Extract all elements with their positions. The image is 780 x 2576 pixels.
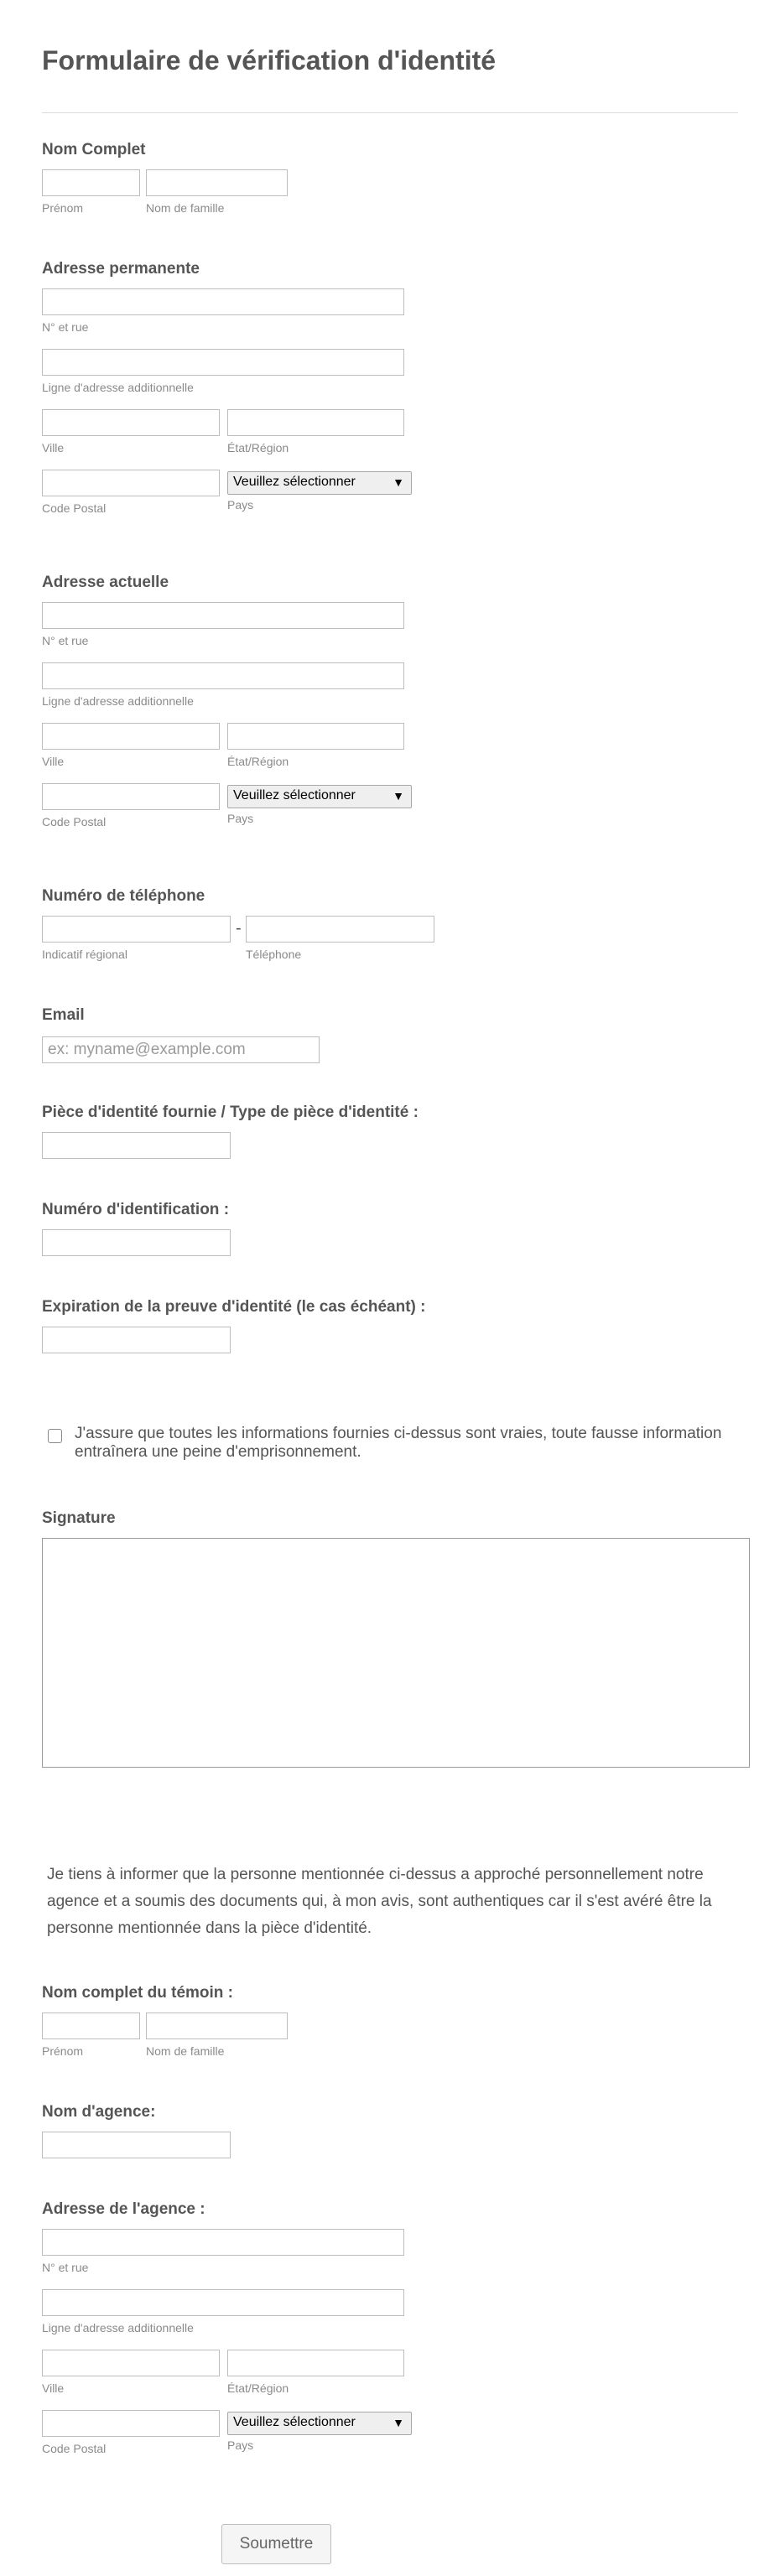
- statement-line3: personne mentionnée dans la pièce d'identité.: [47, 1919, 372, 1937]
- first-name-input[interactable]: [42, 169, 140, 196]
- current-line2-sublabel: Ligne d'adresse additionnelle: [42, 694, 194, 708]
- current-street-sublabel: N° et rue: [42, 634, 89, 647]
- current-city-sublabel: Ville: [42, 755, 65, 768]
- statement-line1: Je tiens à informer que la personne mentionnée ci-dessus a approché personnellement notre: [47, 1866, 704, 1883]
- certify-text-line1: J'assure que toutes les informations fournies ci-dessus sont vraies, toute fausse information: [75, 1425, 722, 1442]
- signature-pad[interactable]: [42, 1538, 750, 1768]
- agency-name-input[interactable]: [42, 2132, 231, 2158]
- phone-dash: -: [236, 919, 242, 937]
- signature-label: Signature: [42, 1509, 116, 1527]
- id-type-input[interactable]: [42, 1132, 231, 1159]
- current-city-input[interactable]: [42, 723, 220, 750]
- chevron-down-icon: ▼: [393, 789, 404, 802]
- witness-first-name-sublabel: Prénom: [42, 2044, 84, 2058]
- witness-last-name-sublabel: Nom de famille: [146, 2044, 225, 2058]
- permanent-postal-input[interactable]: [42, 470, 220, 496]
- certify-text-line2: entraînera une peine d'emprisonnement.: [75, 1443, 361, 1461]
- witness-label: Nom complet du témoin :: [42, 1984, 233, 2002]
- agency-city-sublabel: Ville: [42, 2381, 65, 2395]
- email-label: Email: [42, 1006, 85, 1024]
- submit-button[interactable]: Soumettre: [221, 2524, 331, 2564]
- current-postal-sublabel: Code Postal: [42, 815, 107, 828]
- first-name-sublabel: Prénom: [42, 201, 84, 215]
- phone-area-sublabel: Indicatif régional: [42, 948, 127, 961]
- page-title: Formulaire de vérification d'identité: [42, 45, 497, 75]
- id-expiry-input[interactable]: [42, 1327, 231, 1353]
- agency-postal-input[interactable]: [42, 2410, 220, 2437]
- agency-city-input[interactable]: [42, 2350, 220, 2376]
- permanent-country-sublabel: Pays: [227, 498, 254, 512]
- phone-number-input[interactable]: [246, 916, 434, 943]
- current-street-input[interactable]: [42, 602, 404, 629]
- permanent-country-select-value: Veuillez sélectionner: [233, 475, 356, 489]
- current-country-select[interactable]: [227, 785, 412, 808]
- current-country-sublabel: Pays: [227, 812, 254, 825]
- permanent-street-input[interactable]: [42, 288, 404, 315]
- current-address-label: Adresse actuelle: [42, 574, 169, 591]
- agency-address-label: Adresse de l'agence :: [42, 2200, 205, 2218]
- agency-country-select-value: Veuillez sélectionner: [233, 2415, 356, 2429]
- permanent-city-sublabel: Ville: [42, 441, 65, 454]
- permanent-state-input[interactable]: [227, 409, 404, 436]
- id-type-label: Pièce d'identité fournie / Type de pièce d'identité :: [42, 1104, 419, 1121]
- last-name-input[interactable]: [146, 169, 288, 196]
- agency-street-input[interactable]: [42, 2229, 404, 2256]
- id-expiry-label: Expiration de la preuve d'identité (le cas échéant) :: [42, 1298, 426, 1316]
- phone-number-sublabel: Téléphone: [246, 948, 302, 961]
- current-postal-input[interactable]: [42, 783, 220, 810]
- agency-line2-input[interactable]: [42, 2289, 404, 2316]
- certify-checkbox[interactable]: [48, 1429, 62, 1443]
- agency-line2-sublabel: Ligne d'adresse additionnelle: [42, 2321, 194, 2334]
- permanent-country-select[interactable]: [227, 471, 412, 495]
- agency-country-select[interactable]: [227, 2412, 412, 2435]
- chevron-down-icon: ▼: [393, 2416, 404, 2429]
- permanent-state-sublabel: État/Région: [227, 441, 289, 454]
- agency-name-label: Nom d'agence:: [42, 2103, 156, 2121]
- agency-street-sublabel: N° et rue: [42, 2261, 89, 2274]
- witness-first-name-input[interactable]: [42, 2012, 140, 2039]
- permanent-postal-sublabel: Code Postal: [42, 501, 107, 515]
- agency-country-sublabel: Pays: [227, 2438, 254, 2452]
- full-name-label: Nom Complet: [42, 141, 146, 158]
- current-country-select-value: Veuillez sélectionner: [233, 788, 356, 802]
- agency-postal-sublabel: Code Postal: [42, 2442, 107, 2455]
- permanent-address-label: Adresse permanente: [42, 260, 200, 278]
- agency-state-sublabel: État/Région: [227, 2381, 289, 2395]
- last-name-sublabel: Nom de famille: [146, 201, 225, 215]
- phone-label: Numéro de téléphone: [42, 887, 205, 905]
- agency-state-input[interactable]: [227, 2350, 404, 2376]
- title-divider: [42, 112, 738, 113]
- permanent-line2-input[interactable]: [42, 349, 404, 376]
- id-number-label: Numéro d'identification :: [42, 1201, 230, 1218]
- permanent-street-sublabel: N° et rue: [42, 320, 89, 334]
- current-state-sublabel: État/Région: [227, 755, 289, 768]
- statement-line2: agence et a soumis des documents qui, à mon avis, sont authentiques car il s'est avéré être la: [47, 1893, 712, 1910]
- id-number-input[interactable]: [42, 1229, 231, 1256]
- chevron-down-icon: ▼: [393, 475, 404, 489]
- permanent-line2-sublabel: Ligne d'adresse additionnelle: [42, 381, 194, 394]
- email-input[interactable]: ex: myname@example.com: [42, 1036, 320, 1063]
- witness-last-name-input[interactable]: [146, 2012, 288, 2039]
- phone-area-input[interactable]: [42, 916, 231, 943]
- current-line2-input[interactable]: [42, 662, 404, 689]
- current-state-input[interactable]: [227, 723, 404, 750]
- permanent-city-input[interactable]: [42, 409, 220, 436]
